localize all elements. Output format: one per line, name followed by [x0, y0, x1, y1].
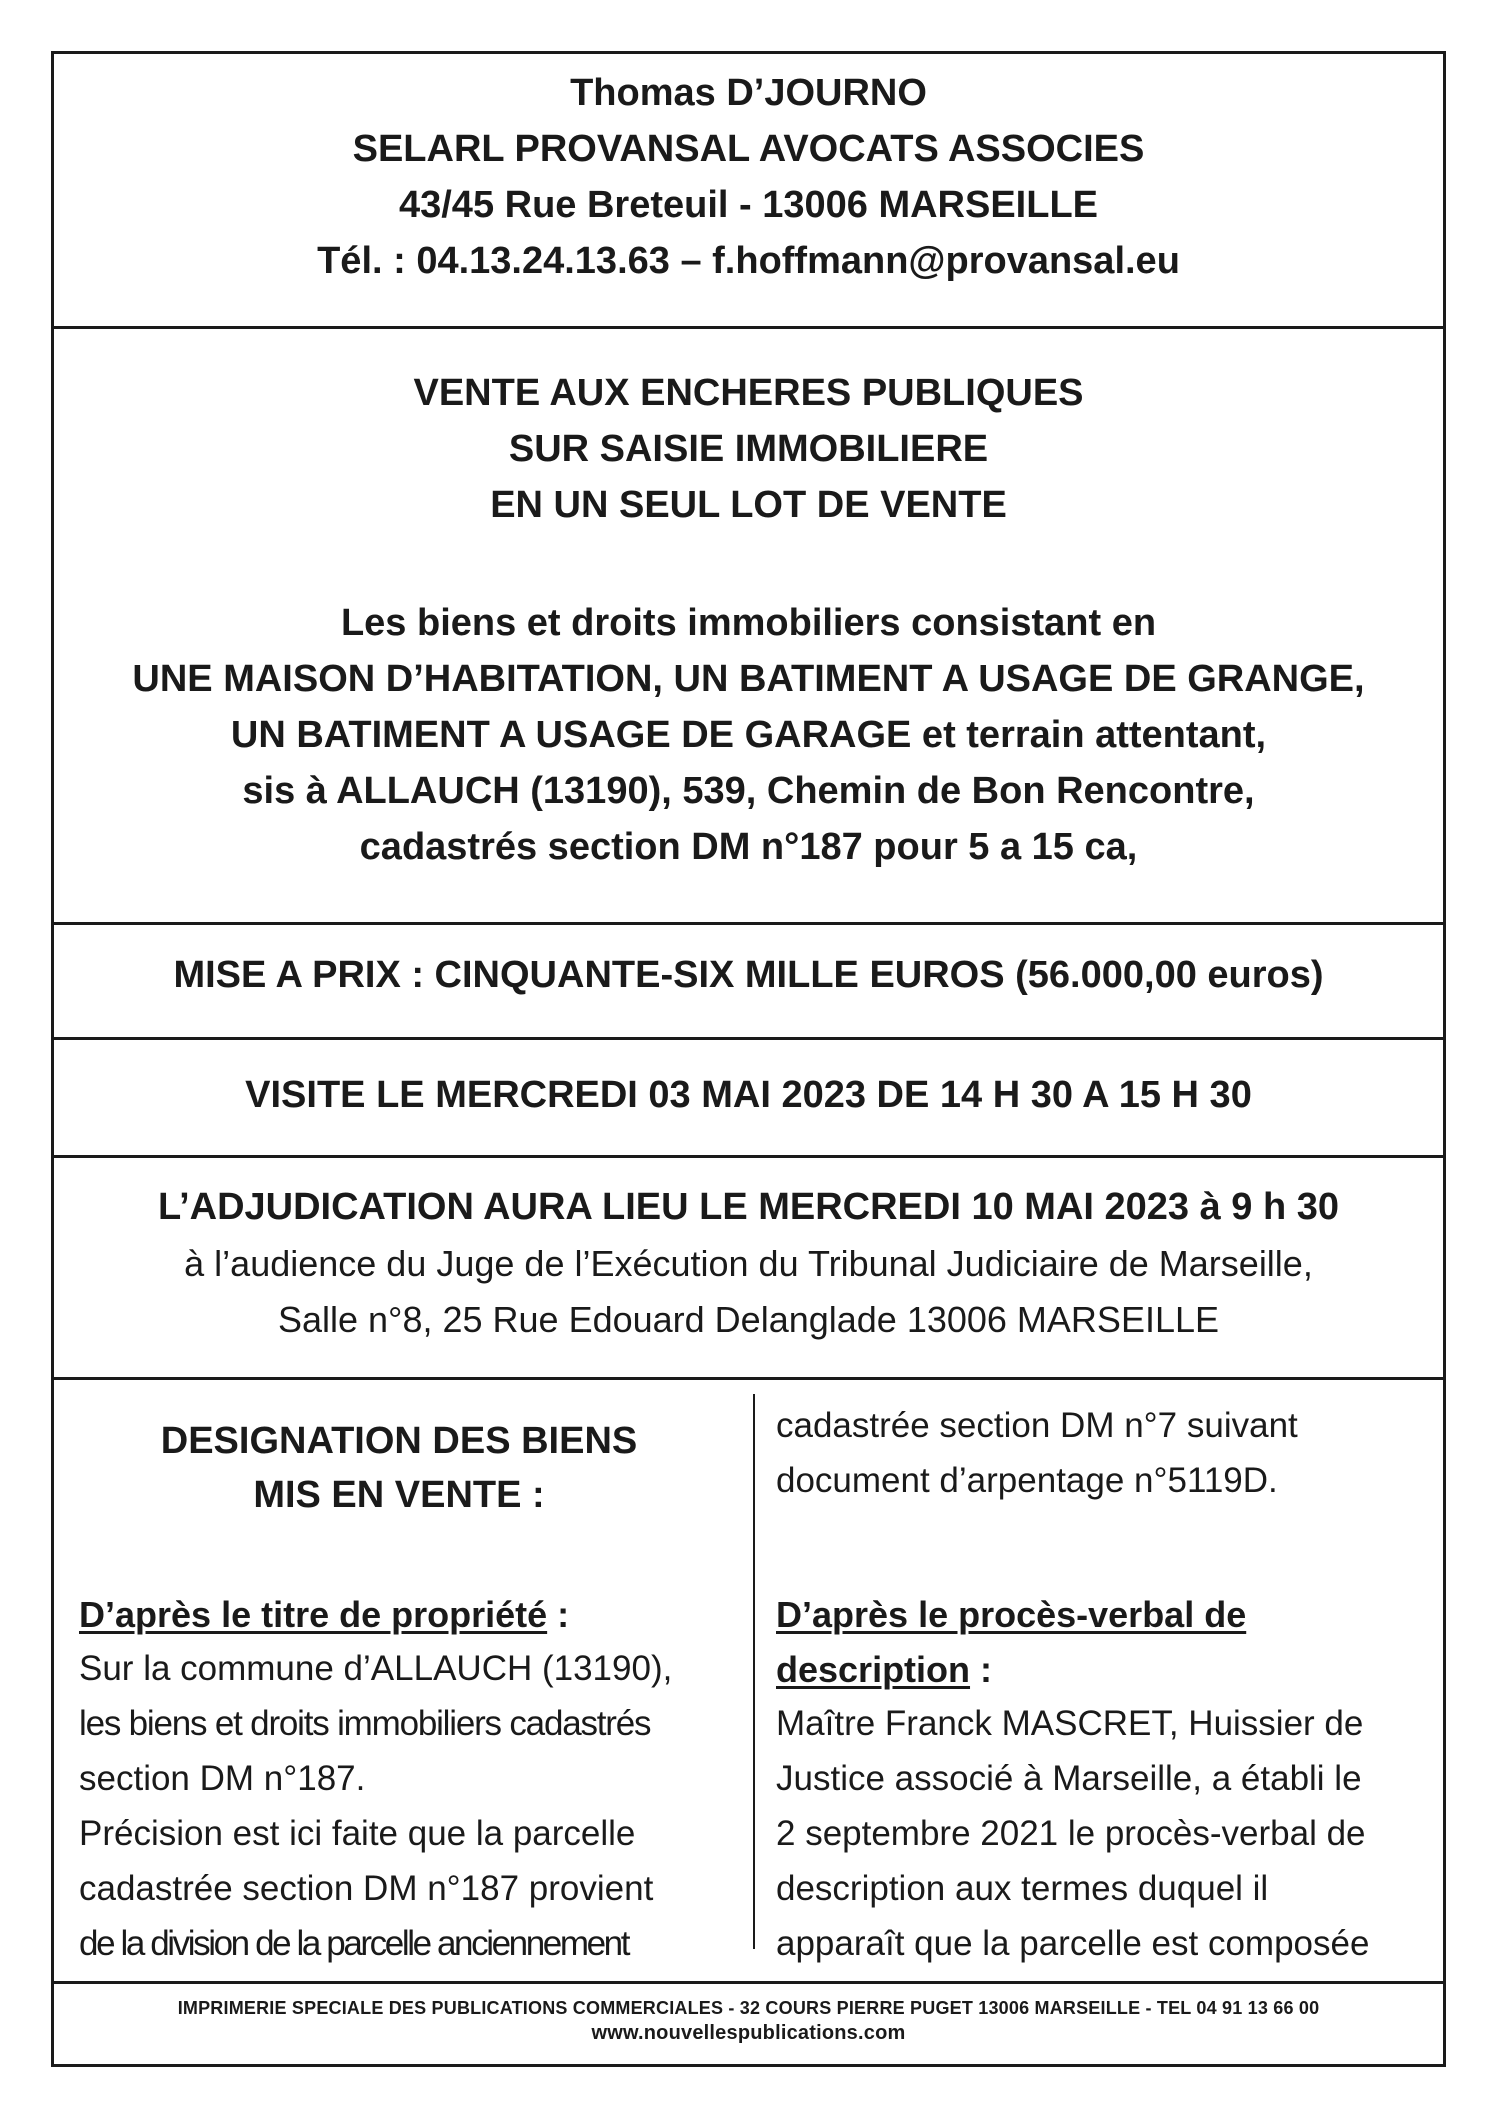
sale-title-2: SUR SAISIE IMMOBILIERE	[508, 428, 989, 470]
left-text-line: section DM n°187.	[79, 1759, 366, 1798]
designation-heading-1: DESIGNATION DES BIENS	[160, 1420, 638, 1462]
legal-notice-frame	[51, 51, 1446, 2067]
visit-date: VISITE LE MERCREDI 03 MAI 2023 DE 14 H 30 A 15 H 30	[245, 1074, 1252, 1116]
right-text-line: description aux termes duquel il	[776, 1869, 1269, 1908]
adjudication-room: Salle n°8, 25 Rue Edouard Delanglade 13006 MARSEILLE	[277, 1299, 1220, 1340]
firm-address: 43/45 Rue Breteuil - 13006 MARSEILLE	[398, 184, 1099, 226]
divider	[54, 1981, 1443, 1984]
right-subheading-2: description :	[776, 1649, 993, 1690]
designation-left-column	[79, 54, 719, 2064]
property-line-4: sis à ALLAUCH (13190), 539, Chemin de Bon Rencontre,	[242, 770, 1255, 812]
designation-heading-2: MIS EN VENTE :	[253, 1474, 545, 1516]
adjudication-date: L’ADJUDICATION AURA LIEU LE MERCREDI 10 MAI 2023 à 9 h 30	[157, 1186, 1340, 1228]
property-line-2: UNE MAISON D’HABITATION, UN BATIMENT A USAGE DE GRANGE,	[132, 658, 1365, 700]
right-text-line: apparaît que la parcelle est composée	[776, 1924, 1370, 1963]
firm-contact: Tél. : 04.13.24.13.63 – f.hoffmann@provansal.eu	[317, 240, 1180, 282]
right-text-line: 2 septembre 2021 le procès-verbal de	[776, 1814, 1366, 1853]
left-text-line: Sur la commune d’ALLAUCH (13190),	[79, 1649, 673, 1688]
left-text-line: cadastrée section DM n°187 provient	[79, 1869, 654, 1908]
right-text-line: document d’arpentage n°5119D.	[776, 1461, 1278, 1500]
left-text-line: Précision est ici faite que la parcelle	[79, 1814, 636, 1853]
left-text-line: les biens et droits immobiliers cadastrés	[79, 1704, 651, 1743]
printer-website: www.nouvellespublications.com	[591, 2022, 906, 2044]
property-intro: Les biens et droits immobiliers consistant en	[340, 602, 1157, 644]
sale-title-3: EN UN SEUL LOT DE VENTE	[490, 484, 1007, 526]
left-subheading: D’après le titre de propriété :	[79, 1594, 570, 1635]
printer-info: IMPRIMERIE SPECIALE DES PUBLICATIONS COMMERCIALES - 32 COURS PIERRE PUGET 13006 MARSEILLE - TEL 04 91 13 66 00	[177, 1998, 1320, 2018]
left-text-line: de la division de la parcelle anciennement	[79, 1924, 629, 1963]
adjudication-court: à l’audience du Juge de l’Exécution du Tribunal Judiciaire de Marseille,	[184, 1243, 1313, 1284]
right-text-line: Maître Franck MASCRET, Huissier de	[776, 1704, 1364, 1743]
right-text-line: Justice associé à Marseille, a établi le	[776, 1759, 1362, 1798]
starting-price: MISE A PRIX : CINQUANTE-SIX MILLE EUROS (56.000,00 euros)	[173, 954, 1324, 996]
property-line-5: cadastrés section DM n°187 pour 5 a 15 ca,	[359, 826, 1138, 868]
right-text-line: cadastrée section DM n°7 suivant	[776, 1406, 1298, 1445]
property-line-3: UN BATIMENT A USAGE DE GARAGE et terrain attentant,	[230, 714, 1267, 756]
right-subheading-1: D’après le procès-verbal de	[776, 1594, 1247, 1635]
firm-name: SELARL PROVANSAL AVOCATS ASSOCIES	[352, 128, 1145, 170]
column-divider	[753, 1394, 755, 1949]
lawyer-name: Thomas D’JOURNO	[570, 72, 927, 114]
designation-right-column	[776, 54, 1424, 2064]
sale-title-1: VENTE AUX ENCHERES PUBLIQUES	[413, 372, 1084, 414]
